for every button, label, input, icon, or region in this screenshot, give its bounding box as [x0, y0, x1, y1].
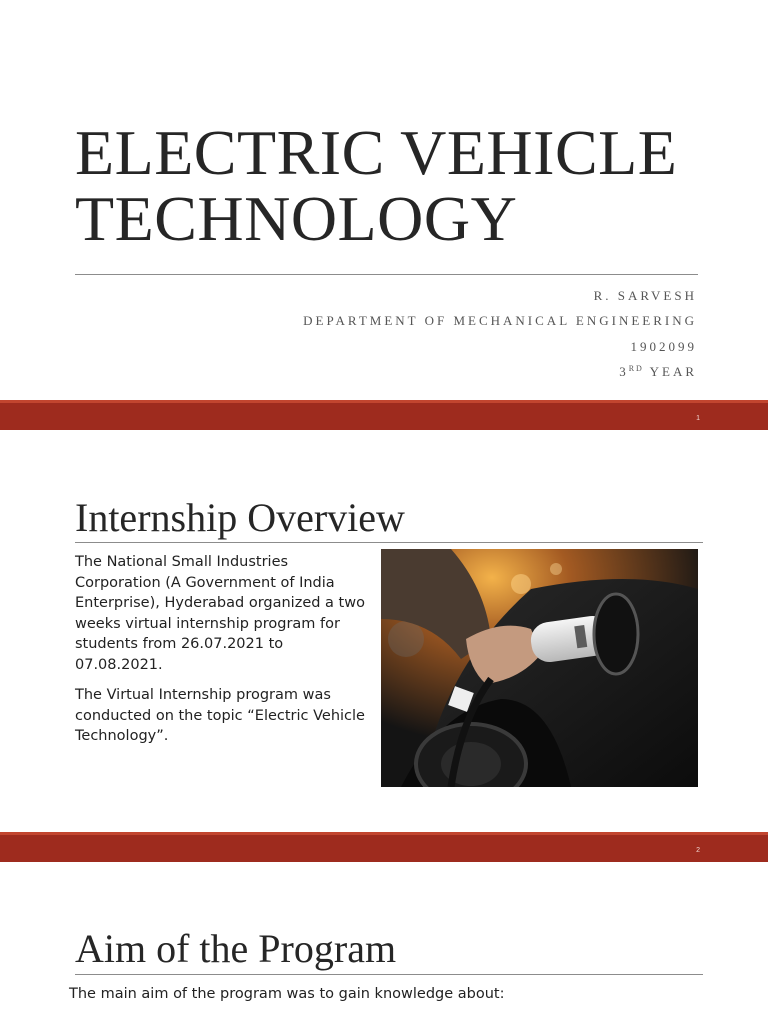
year-word: YEAR: [649, 364, 697, 379]
slide-number: 2: [696, 847, 700, 854]
author-name: R. SARVESH: [593, 288, 697, 303]
slide-footer-band-2: [0, 832, 768, 862]
title-slide: [0, 0, 768, 430]
year-superscript: RD: [628, 364, 644, 373]
overview-divider: [75, 542, 703, 543]
aim-heading: Aim of the Program: [75, 926, 397, 971]
slide-number: 1: [696, 415, 700, 422]
ev-charging-photo: [381, 549, 698, 787]
slide-footer-band-1: [0, 400, 768, 430]
department-name: DEPARTMENT OF MECHANICAL ENGINEERING: [303, 313, 697, 328]
aim-intro-text: The main aim of the program was to gain knowledge about:: [69, 986, 505, 1002]
overview-text: [75, 552, 375, 757]
study-year: [619, 364, 697, 380]
year-number: 3: [619, 364, 629, 379]
overview-paragraph-2: The Virtual Internship program was conducted on the topic “Electric Vehicle Technology”.: [75, 687, 365, 744]
aim-divider: [75, 974, 703, 975]
slide-title: ELECTRIC VEHICLE TECHNOLOGY: [75, 117, 678, 254]
overview-paragraph-1: The National Small Industries Corporation (A Government of India Enterprise), Hyderabad organized a two weeks virtual internship program for students from 26.07.2021 to 07.08.2021.: [75, 554, 365, 673]
title-divider: [75, 274, 698, 275]
roll-number: 1902099: [630, 339, 697, 354]
overview-heading: Internship Overview: [75, 495, 405, 540]
